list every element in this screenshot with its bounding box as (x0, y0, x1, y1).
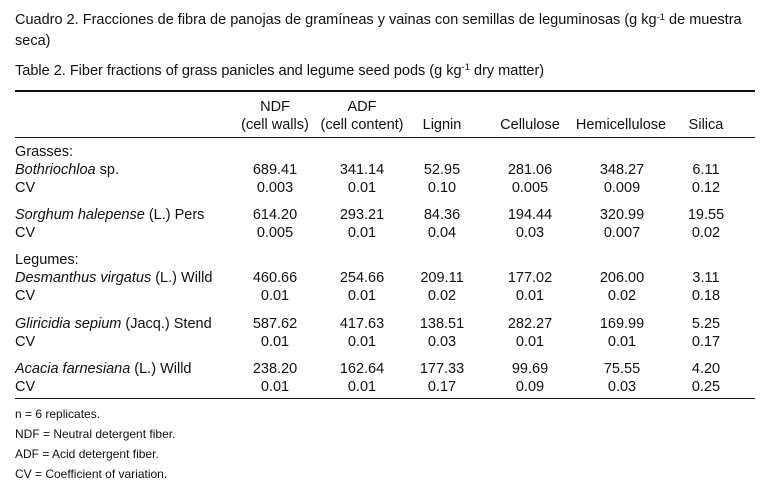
header-lignin: Lignin (422, 117, 462, 133)
header-bottom-rule (15, 137, 755, 138)
species-name: Sorghum halepense (L.) Pers (15, 207, 205, 223)
cv-cell: 0.01 (347, 225, 377, 241)
cv-cell: 0.01 (515, 334, 545, 350)
species-name: Bothriochloa sp. (15, 162, 119, 178)
cv-cell: 0.02 (607, 288, 637, 304)
header-adf: ADF (cell content) (320, 99, 404, 133)
species-name: Desmanthus virgatus (L.) Willd (15, 270, 213, 286)
cv-cell: 0.01 (347, 379, 377, 395)
value-cell: 281.06 (507, 162, 553, 178)
footnote: CV = Coefficient of variation. (15, 467, 168, 481)
header-silica: Silica (688, 117, 724, 133)
value-cell: 348.27 (599, 162, 645, 178)
value-cell: 169.99 (599, 316, 645, 332)
value-cell: 341.14 (339, 162, 385, 178)
value-cell: 206.00 (599, 270, 645, 286)
cv-cell: 0.01 (347, 288, 377, 304)
cv-cell: 0.04 (427, 225, 457, 241)
value-cell: 75.55 (603, 361, 641, 377)
footnote: NDF = Neutral detergent fiber. (15, 427, 176, 441)
cv-cell: 0.01 (260, 379, 290, 395)
value-cell: 177.02 (507, 270, 553, 286)
cv-label: CV (15, 288, 36, 304)
cv-cell: 0.17 (691, 334, 721, 350)
cv-cell: 0.02 (427, 288, 457, 304)
value-cell: 177.33 (419, 361, 465, 377)
cv-cell: 0.01 (347, 334, 377, 350)
cv-label: CV (15, 180, 36, 196)
table-footnotes (15, 404, 175, 484)
value-cell: 99.69 (511, 361, 549, 377)
table-bottom-rule (15, 398, 755, 399)
value-cell: 162.64 (339, 361, 385, 377)
cv-cell: 0.01 (260, 334, 290, 350)
cv-cell: 0.009 (603, 180, 641, 196)
caption-spanish: Cuadro 2. Fracciones de fibra de panojas de gramíneas y vainas con semillas de leguminosas (g $kg^{-1}$ de muestra seca) (15, 12, 742, 49)
cv-cell: 0.03 (607, 379, 637, 395)
cv-cell: 0.02 (691, 225, 721, 241)
value-cell: 209.11 (420, 270, 464, 286)
footnote: ADF = Acid detergent fiber. (15, 447, 159, 461)
cv-cell: 0.09 (515, 379, 545, 395)
value-cell: 614.20 (252, 207, 298, 223)
cv-cell: 0.01 (347, 180, 377, 196)
cv-cell: 0.003 (256, 180, 294, 196)
header-hemicellulose: Hemicellulose (575, 117, 667, 133)
species-name: Acacia farnesiana (L.) Willd (15, 361, 192, 377)
cv-cell: 0.005 (256, 225, 294, 241)
cv-cell: 0.005 (511, 180, 549, 196)
group-label-legumes: Legumes: (15, 252, 79, 268)
value-cell: 293.21 (339, 207, 385, 223)
value-cell: 52.95 (423, 162, 461, 178)
cv-cell: 0.17 (427, 379, 457, 395)
value-cell: 282.27 (507, 316, 553, 332)
value-cell: 194.44 (507, 207, 553, 223)
value-cell: 460.66 (252, 270, 298, 286)
value-cell: 138.51 (419, 316, 465, 332)
footnote: n = 6 replicates. (15, 407, 101, 421)
caption-english: Table 2. Fiber fractions of grass panicles and legume seed pods (g $kg^{-1}$ dry matter) (15, 62, 545, 79)
cv-label: CV (15, 225, 36, 241)
value-cell: 587.62 (252, 316, 298, 332)
value-cell: 238.20 (252, 361, 298, 377)
cv-cell: 0.007 (603, 225, 641, 241)
header-cellulose: Cellulose (500, 117, 560, 133)
cv-cell: 0.01 (260, 288, 290, 304)
value-cell: 84.36 (423, 207, 461, 223)
cv-cell: 0.25 (691, 379, 721, 395)
group-label-grasses: Grasses: (15, 144, 74, 160)
value-cell: 689.41 (252, 162, 298, 178)
cv-cell: 0.12 (691, 180, 721, 196)
value-cell: 5.25 (691, 316, 721, 332)
species-name: Gliricidia sepium (Jacq.) Stend (15, 316, 212, 332)
value-cell: 320.99 (599, 207, 645, 223)
value-cell: 417.63 (339, 316, 385, 332)
cv-cell: 0.01 (515, 288, 545, 304)
cv-cell: 0.10 (427, 180, 457, 196)
value-cell: 254.66 (339, 270, 385, 286)
value-cell: 6.11 (692, 162, 720, 178)
cv-cell: 0.18 (691, 288, 721, 304)
value-cell: 4.20 (691, 361, 721, 377)
cv-label: CV (15, 379, 36, 395)
header-ndf: NDF (cell walls) (241, 99, 309, 133)
cv-cell: 0.03 (427, 334, 457, 350)
value-cell: 3.11 (692, 270, 720, 286)
value-cell: 19.55 (687, 207, 725, 223)
cv-label: CV (15, 334, 36, 350)
cv-cell: 0.03 (515, 225, 545, 241)
table-top-rule (15, 90, 755, 92)
cv-cell: 0.01 (607, 334, 637, 350)
